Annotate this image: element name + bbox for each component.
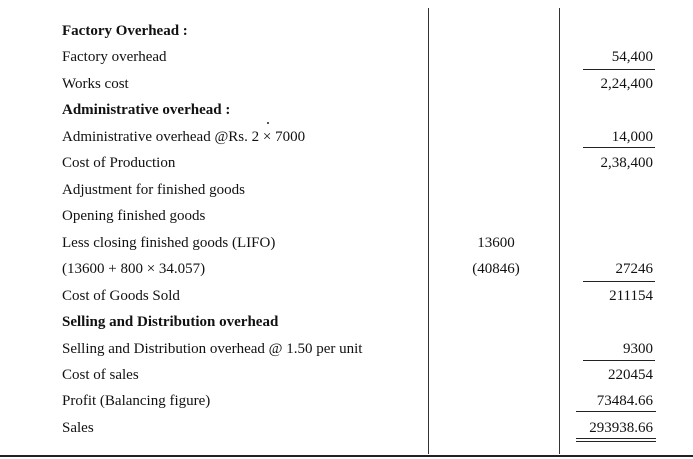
row-label: Less closing finished goods (LIFO) [62,235,276,251]
row-label: Factory overhead [62,49,167,65]
row-administrative-overhead [0,128,693,154]
total-rule-sales-double-2 [576,441,656,442]
row-amount: 293938.66 [589,420,653,436]
row-amount: 54,400 [611,49,653,65]
row-label: Cost of Production [62,155,176,171]
total-rule-cost-of-production [583,147,655,148]
row-amount: 27246 [615,261,653,277]
total-rule-sales-double-1 [576,438,656,439]
row-label: Factory Overhead : [62,23,188,39]
row-label: Opening finished goods [62,208,206,224]
row-profit [0,392,693,418]
row-selling-distribution-heading [0,313,693,339]
row-adjustment-finished-goods [0,181,693,207]
row-label: Administrative overhead @Rs. 2 × 7000 [62,129,306,145]
total-rule-works-cost [583,69,655,70]
row-amount: 9300 [623,341,653,357]
row-label: Selling and Distribution overhead @ 1.50 per unit [62,341,363,357]
row-closing-finished-goods [0,234,693,260]
row-amount: 14,000 [611,129,653,145]
row-closing-calculation [0,260,693,286]
row-cost-of-sales [0,366,693,392]
total-rule-cogs [583,281,655,282]
row-amount: 220454 [608,367,653,383]
row-selling-distribution-overhead [0,340,693,366]
row-label: Cost of sales [62,367,139,383]
row-label: Works cost [62,76,129,92]
print-mark [267,122,269,124]
row-label: (13600 + 800 × 34.057) [62,261,206,277]
row-label: Profit (Balancing figure) [62,393,211,409]
row-factory-overhead-heading [0,22,693,48]
row-factory-overhead [0,48,693,74]
row-works-cost [0,75,693,101]
total-rule-cost-of-sales [583,360,655,361]
total-rule-profit-top [576,411,656,412]
row-label: Sales [62,420,94,436]
row-administrative-overhead-heading [0,101,693,127]
row-label: Selling and Distribution overhead [62,314,279,330]
row-amount: 211154 [609,288,653,304]
row-mid-value: (40846) [472,261,520,277]
row-label: Cost of Goods Sold [62,288,180,304]
bottom-rule [0,455,693,457]
row-opening-finished-goods [0,207,693,233]
row-label: Adjustment for finished goods [62,182,245,198]
row-cost-of-production [0,154,693,180]
row-amount: 2,24,400 [600,76,653,92]
row-amount: 2,38,400 [600,155,653,171]
row-cost-of-goods-sold [0,287,693,313]
row-amount: 73484.66 [596,393,653,409]
row-mid-value: 13600 [477,235,515,251]
row-label: Administrative overhead : [62,102,231,118]
